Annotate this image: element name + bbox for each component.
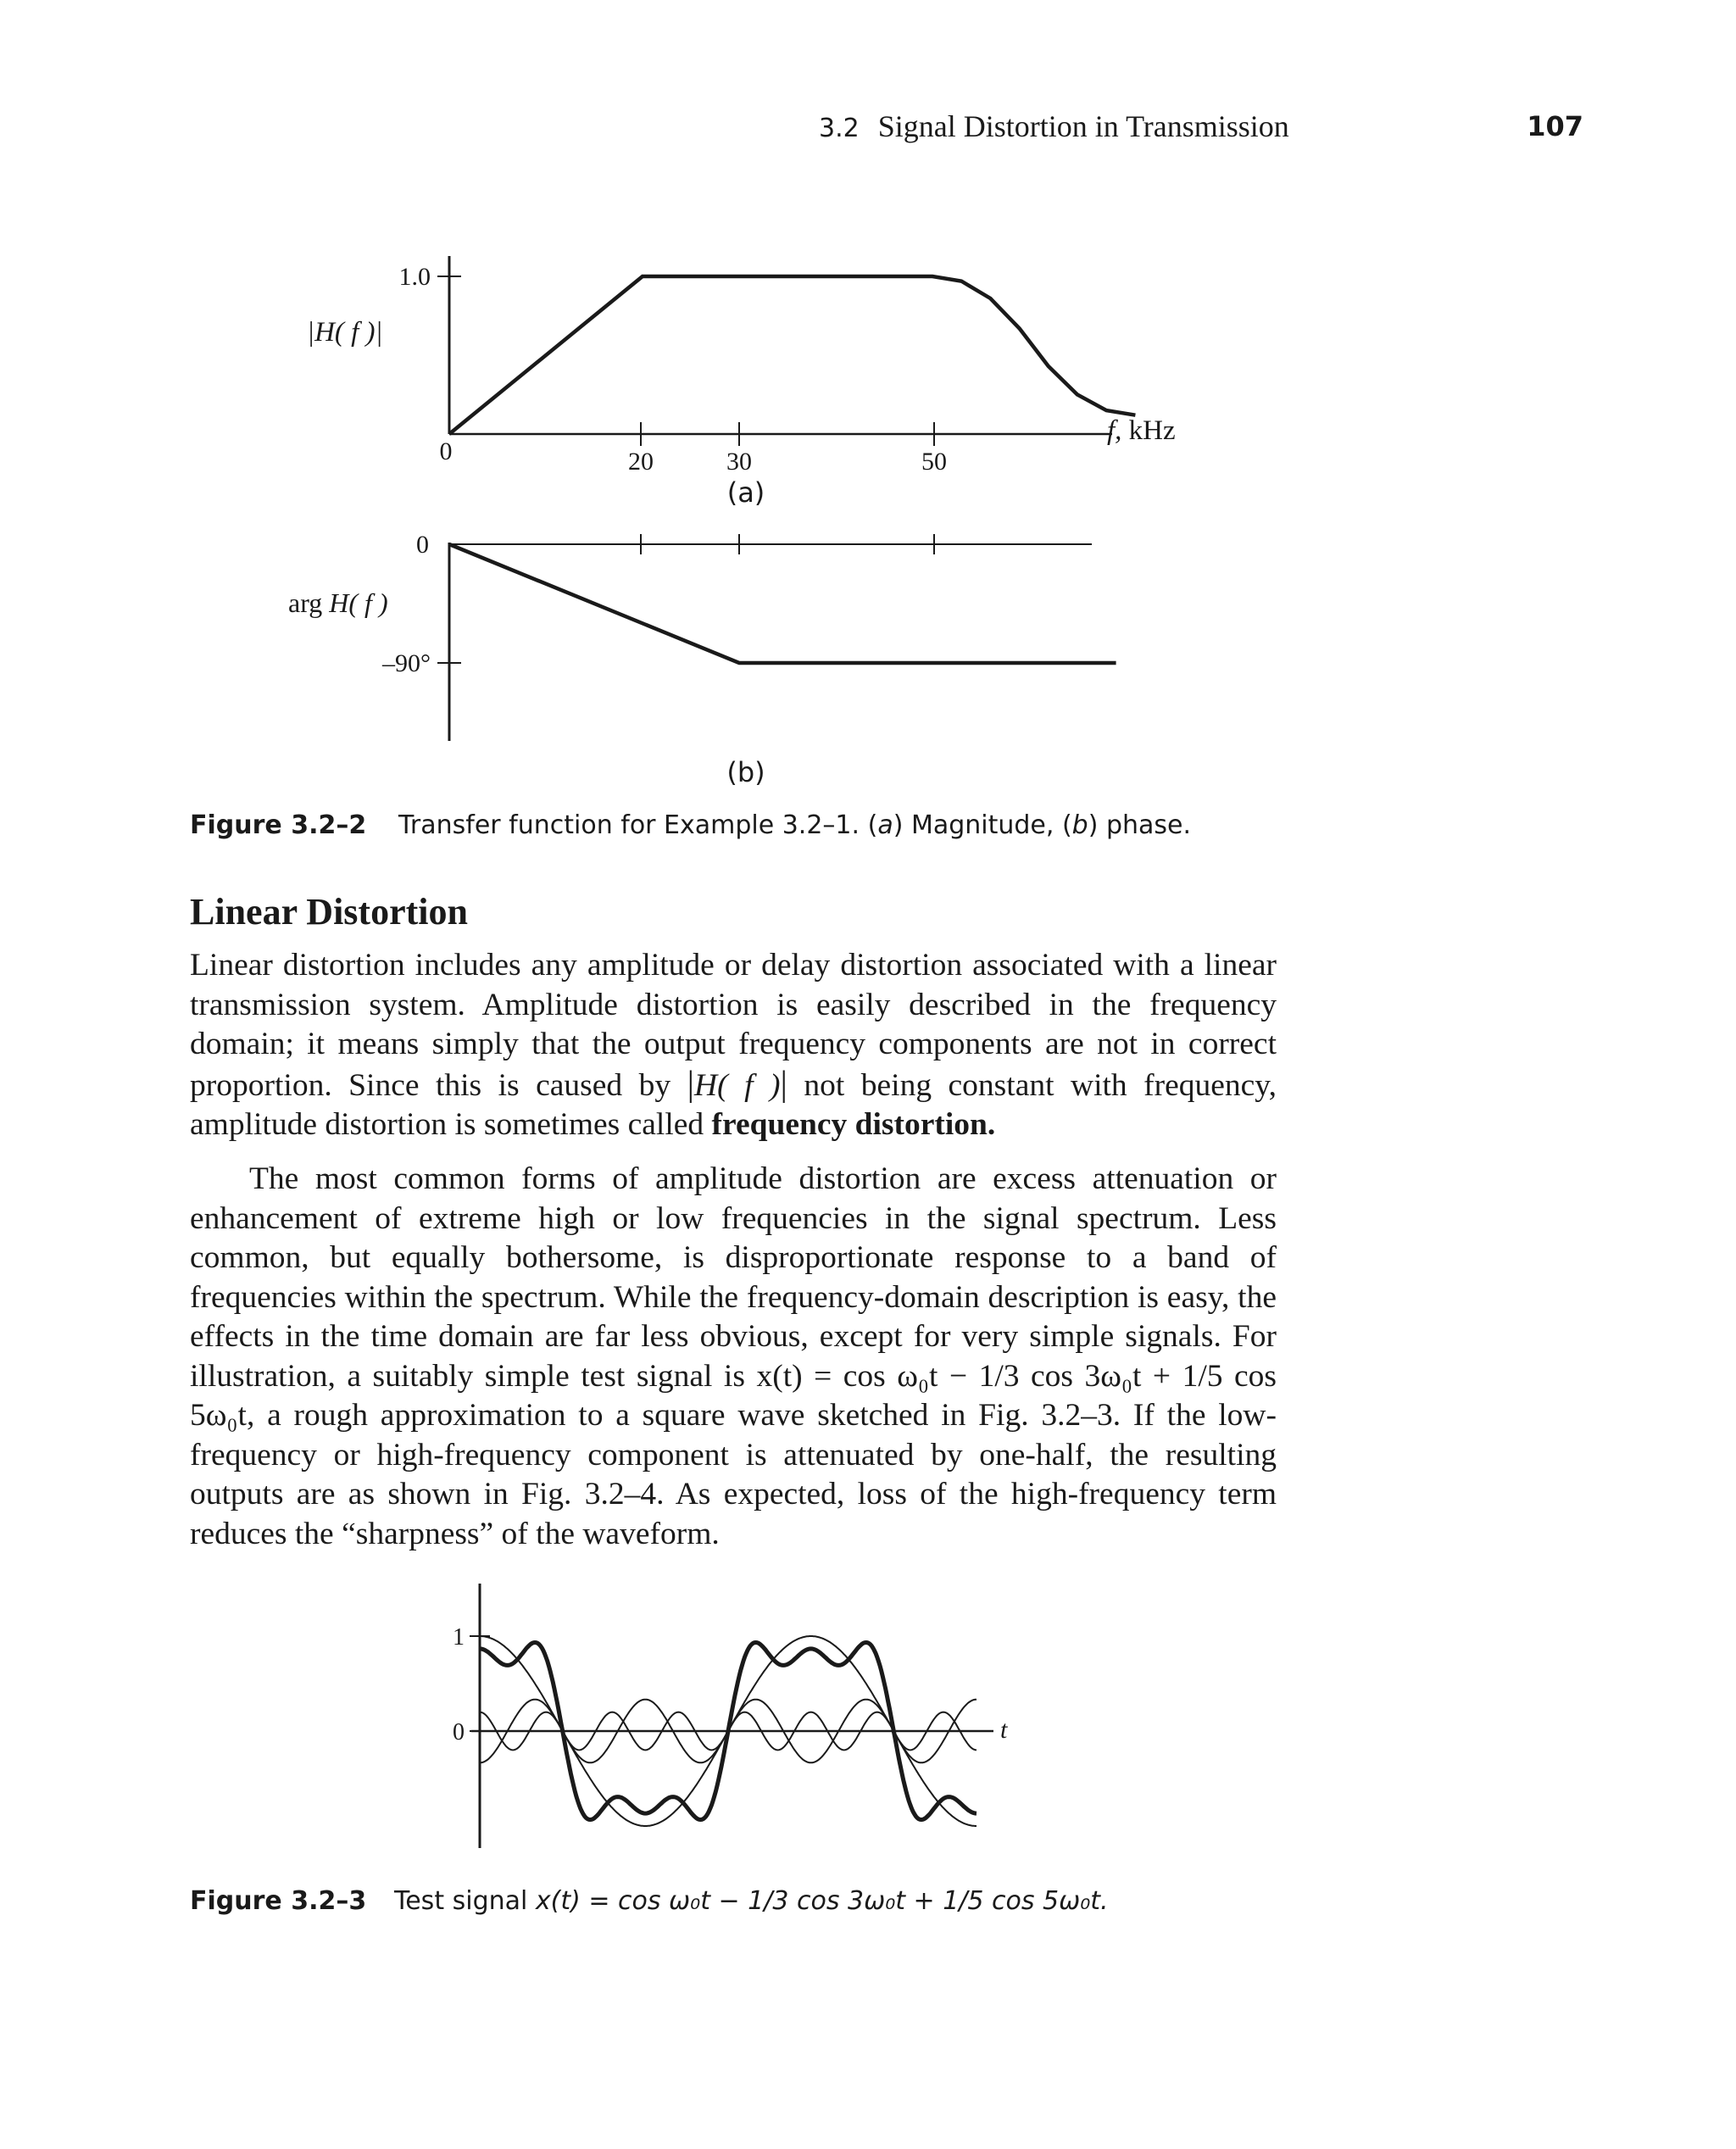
figure-3-2-2-caption: Transfer function for Example 3.2–1. (a) Magnitude, (b) phase. — [398, 810, 1192, 840]
fig3-ytick-label-0: 0 — [453, 1719, 465, 1745]
panel-a-xtick-label-50: 50 — [921, 448, 947, 476]
panel-b-ylabel: arg H( f ) — [288, 587, 388, 618]
phase-curve — [449, 544, 1116, 663]
figure-3-2-3 — [0, 1568, 1736, 1873]
panel-a-sublabel: (a) — [726, 476, 765, 509]
panel-a-ytick-label: 1.0 — [398, 263, 431, 291]
section-number: 3.2 — [819, 114, 860, 143]
panel-a-origin-label: 0 — [439, 437, 453, 465]
figure-3-2-2 — [0, 0, 1736, 856]
panel-b-ytick-label-90: –90° — [382, 649, 431, 677]
figure-3-2-2-label: Figure 3.2–2 — [190, 810, 367, 840]
paragraph-1: Linear distortion includes any amplitude or delay distortion associated with a linear transmission system. Amplitude distortion is easily described in the frequency domain; it means simply that the output frequency components are not in correct proportion. Since this is caused by |H( f )| not being constant with frequency, amplitude distortion is sometimes called frequency distortion. — [190, 948, 1277, 1142]
panel-a-xtick-label-30: 30 — [726, 448, 752, 476]
panel-a-xlabel: f, kHz — [1107, 415, 1176, 446]
page-number: 107 — [1527, 110, 1583, 142]
paragraph-2: The most common forms of amplitude distortion are excess attenuation or enhancement of extreme high or low frequencies in the signal spectrum. Less common, but equally bothersome, is disproportionate response to a band of frequencies within the spectrum. While the frequency-domain description is easy, the effects in the time domain are far less obvious, except for very simple signals. For illustration, a suitably simple test signal is x(t) = cos ω₀t − 1/3 cos 3ω₀t + 1/5 cos 5ω₀t, a rough approximation to a square wave sketched in Fig. 3.2–3. If the low-frequency or high-frequency component is attenuated by one-half, the resulting outputs are as shown in Fig. 3.2–4. As expected, loss of the high-frequency term reduces the “sharpness” of the waveform. — [190, 1161, 1277, 1551]
panel-a-xtick-label-20: 20 — [628, 448, 654, 476]
figure-3-2-3-label: Figure 3.2–3 — [190, 1886, 367, 1916]
inline-equation: x(t) = cos ω₀t − 1/3 cos 3ω₀t + 1/5 cos 5ω₀t — [190, 1358, 1277, 1433]
figure-3-2-3-caption: Test signal x(t) = cos ω₀t − 1/3 cos 3ω₀t + 1/5 cos 5ω₀t. — [394, 1886, 1109, 1916]
fig3-xlabel: t — [1000, 1716, 1008, 1744]
section-heading: Linear Distortion — [190, 891, 468, 933]
panel-b — [288, 531, 1116, 788]
panel-b-ytick-label-0: 0 — [416, 531, 429, 559]
fig3-ytick-label-1: 1 — [453, 1624, 465, 1651]
section-title: Signal Distortion in Transmission — [877, 109, 1289, 143]
panel-b-sublabel: (b) — [726, 756, 765, 788]
magnitude-curve — [449, 276, 1135, 434]
panel-a — [307, 256, 1176, 509]
panel-a-ylabel: |H( f )| — [307, 317, 383, 348]
